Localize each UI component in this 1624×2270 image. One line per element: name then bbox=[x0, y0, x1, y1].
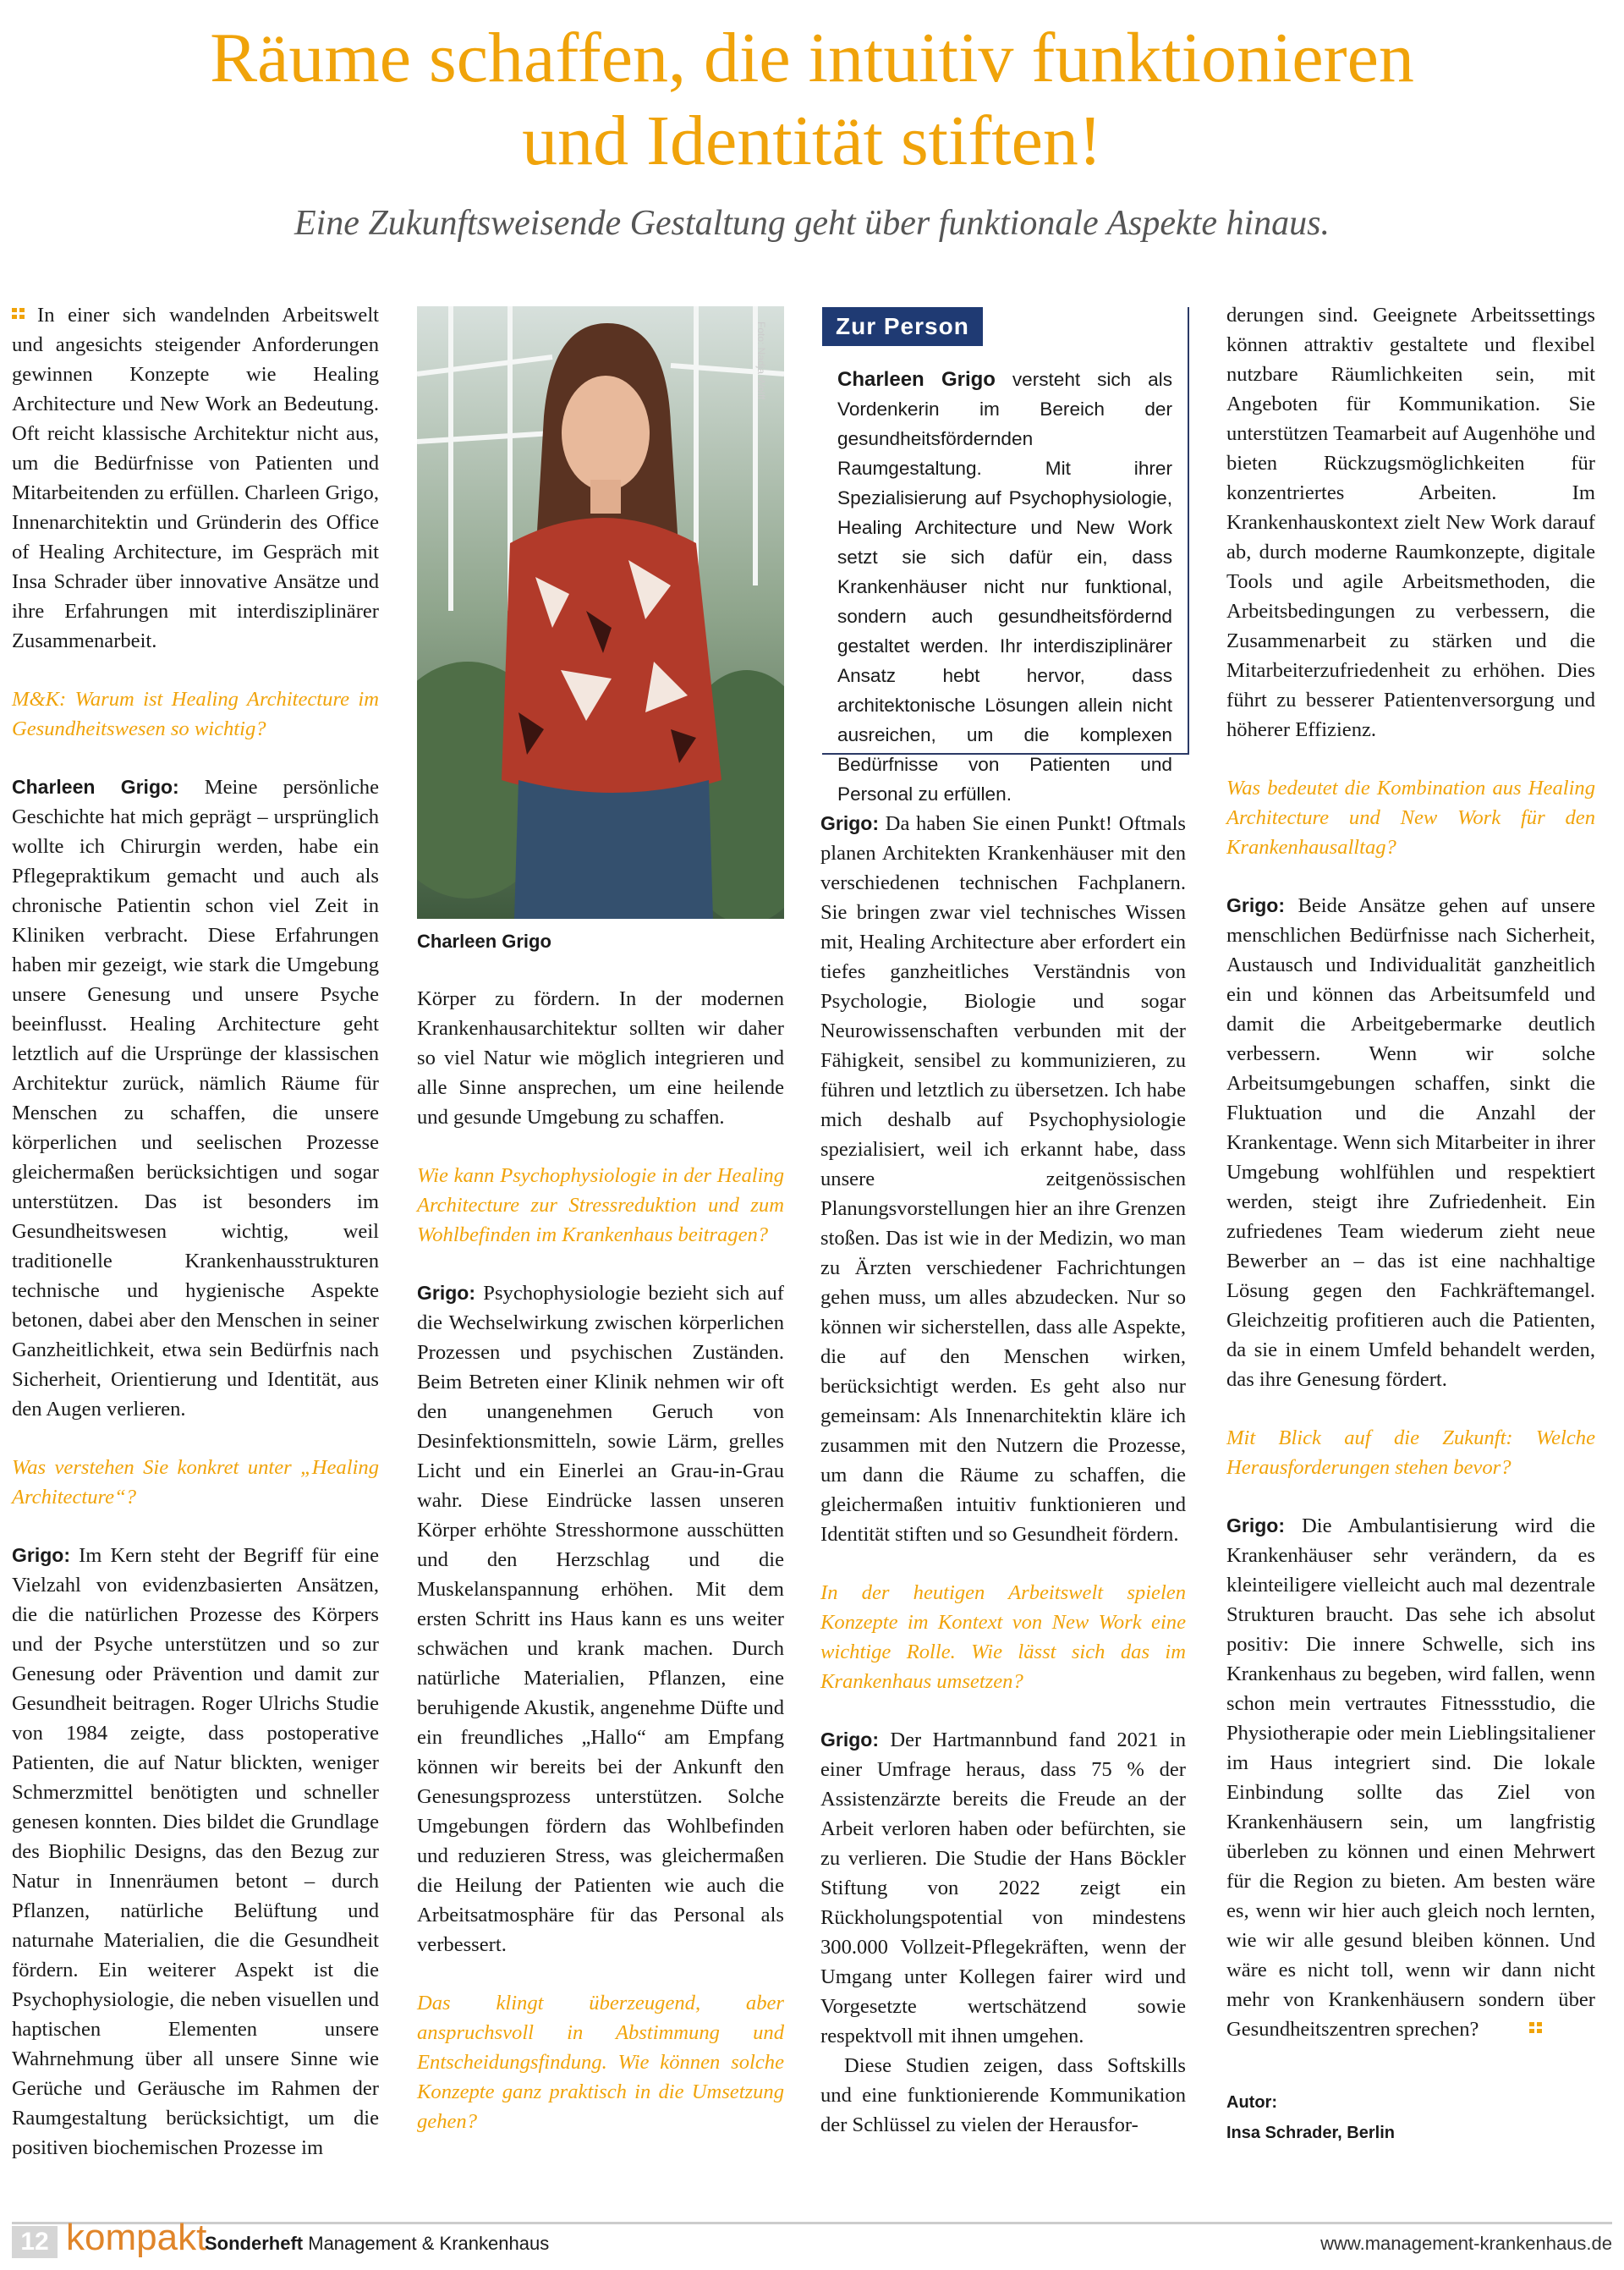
answer-6: Grigo: Beide Ansätze gehen auf unsere menschlichen Bedürfnisse nach Sicherheit, Austausch und Individualität ganzheitlich ein und können das Arbeitsumfeld und damit die Arbeitgebermarke deutlich verbessern. Wenn wir solche Arbeitsumgebungen schaffen, sinkt die Fluktuation und die Anzahl der Krankentage. Wenn sich Mitarbeiter in ihrer Umgebung wohlfühlen und respektiert werden, steigt ihre Zufriedenheit. Ein zufriedenes Team wiederum zieht neue Bewerber an – das ist eine nachhaltige Lösung gegen den Fachkräftemangel. Gleichzeitig profitieren auch die Patienten, da sie in einem Umfeld behandelt werden, das ihre Genesung fördert. bbox=[1226, 894, 1595, 1391]
question-2: Was verstehen Sie konkret unter „Healing Architecture“? bbox=[12, 1456, 379, 1509]
column-1 bbox=[12, 300, 379, 2163]
section-marker-icon bbox=[12, 308, 27, 320]
photo-caption: Charleen Grigo bbox=[417, 931, 551, 952]
answer-5: Grigo: Der Hartmannbund fand 2021 in einer Umfrage heraus, dass 75 % der Assistenzärzte bereits die Freude an der Arbeit verloren haben oder befürchten, sie zu verlieren. Die Studie der Hans Böckler Stiftung von 2022 zeigt ein Rückholungspotential von mindestens 300.000 Vollzeit-Pflegekräften, wenn der Umgang unter Kollegen fairer wird und Vorgesetzte wertschätzend sowie respektvoll mit ihnen umgehen. bbox=[820, 1729, 1186, 2047]
portrait-photo bbox=[417, 306, 784, 919]
profile-box-text: Charleen Grigo versteht sich als Vordenkerin im Bereich der gesundheitsfördernden Raumgestaltung. Mit ihrer Spezialisierung auf Psychophysiologie, Healing Architecture und New Work setzt sie sich dafür ein, dass Krankenhäuser nicht nur funktional, sondern auch gesundheitsfördernd gestaltet werden. Ihr interdisziplinärer Ansatz hebt hervor, dass architektonische Lösungen allein nicht ausreichen, um die komplexen Bedürfnisse von Patienten und Personal zu erfüllen. bbox=[837, 368, 1172, 805]
end-marker-icon bbox=[1529, 2022, 1544, 2034]
author-name: Insa Schrader, Berlin bbox=[1226, 2124, 1395, 2142]
intro-paragraph: In einer sich wandelnden Arbeitswelt und angesichts steigender Anforderungen gewinnen Konzepte wie Healing Architecture und New Work an Bedeutung. Oft reicht klassische Architektur nicht aus, um die Bedürfnisse von Patienten und Mitarbeitenden zu erfüllen. Charleen Grigo, Innenarchitektin und Gründerin des Office of Healing Architecture, im Gespräch mit Insa Schrader über innovative Ansätze und ihre Erfahrungen mit interdisziplinärer Zusammenarbeit. bbox=[12, 304, 379, 652]
author-label: Autor: bbox=[1226, 2093, 1277, 2112]
speaker-label: Grigo: bbox=[1226, 894, 1285, 916]
speaker-label: Grigo: bbox=[820, 812, 879, 834]
answer-4: Grigo: Da haben Sie einen Punkt! Oftmals planen Architekten Krankenhäuser mit den verschiedenen technischen Fachplanern. Sie bringen zwar viel technisches Wissen mit, Healing Architecture aber erfordert ein tiefes ganzheitliches Verständnis von Psychologie, Biologie und sogar Neurowissenschaften verbunden mit der Fähigkeit, sensibel zu kommunizieren, zu führen und letztlich zu übersetzen. Ich habe mich deshalb auf Psychophysiologie spezialisiert, weil ich erkannt habe, dass unsere zeitgenössischen Planungsvorstellungen hier an ihre Grenzen stoßen. Das ist wie in der Medizin, wo man zu Ärzten verschiedener Fachrichtungen gehen muss, um alles abzudecken. Nur so können wir sicherstellen, dass alle Aspekte, die auf den Menschen wirken, berücksichtigt werden. Es geht also nur gemeinsam: Als Innenarchitektin kläre ich zusammen mit den Nutzern die Prozesse, um dann die Räume zu schaffen, die gleichermaßen intuitiv funktionieren und Identität stiften und so Gesundheit fördern. bbox=[820, 812, 1186, 1546]
speaker-label: Grigo: bbox=[1226, 1514, 1285, 1536]
question-7: Mit Blick auf die Zukunft: Welche Herausforderungen stehen bevor? bbox=[1226, 1426, 1595, 1479]
website-link[interactable]: www.management-krankenhaus.de bbox=[1320, 2233, 1612, 2254]
answer-2-continued: Körper zu fördern. In der modernen Krankenhausarchitektur sollten wir daher so viel Natur wie möglich integrieren und alle Sinne ansprechen, um eine heilende und gesunde Umgebung zu schaffen. bbox=[417, 987, 784, 1129]
profile-box-heading: Zur Person bbox=[822, 307, 983, 346]
article-title bbox=[0, 17, 1624, 183]
question-3: Wie kann Psychophysiologie in der Healing Architecture zur Stressreduktion und zum Wohlbefinden im Krankenhaus beitragen? bbox=[417, 1164, 784, 1246]
issue-name: Sonderheft Management & Krankenhaus bbox=[205, 2233, 550, 2254]
brand-logo: kompakt bbox=[66, 2217, 207, 2258]
column-2 bbox=[417, 984, 784, 2136]
question-5: In der heutigen Arbeitswelt spielen Konzepte im Kontext von New Work eine wichtige Rolle. Wie lässt sich das im Krankenhaus umsetzen? bbox=[820, 1581, 1186, 1693]
answer-2: Grigo: Im Kern steht der Begriff für eine Vielzahl von evidenzbasierten Ansätzen, die die natürlichen Prozesse des Körpers und der Psyche unterstützen und so zur Genesung oder Prävention und damit zur Gesundheit beitragen. Roger Ulrichs Studie von 1984 zeigte, dass postoperative Patienten, die auf Natur blickten, weniger Schmerzmittel benötigten und schneller genesen konnten. Dies bildet die Grundlage des Biophilic Designs, das den Bezug zur Natur in Innenräumen betont – durch Pflanzen, natürliche Belüftung und naturnahe Materialien, die die Gesundheit fördern. Ein weiterer Aspekt ist die Psychophysiologie, die neben visuellen und haptischen Elementen unsere Wahrnehmung über all unsere Sinne wie Gerüche und Geräusche im Rahmen der Raumgestaltung berücksichtigt, um die positiven biochemischen Prozesse im bbox=[12, 1544, 379, 2159]
page-footer bbox=[12, 2217, 1612, 2262]
answer-3: Grigo: Psychophysiologie bezieht sich auf die Wechselwirkung zwischen körperlichen Prozessen und psychischen Zuständen. Beim Betreten einer Klinik nehmen wir oft den unangenehmen Geruch von Desinfektionsmitteln, sowie Lärm, grelles Licht und ein Einerlei an Grau-in-Grau wahr. Diese Eindrücke lassen unseren Körper erhöhte Stresshormone ausschütten und den Herzschlag und die Muskelanspannung erhöhen. Mit dem ersten Schritt ins Haus kann es uns weiter schwächen und krank machen. Durch natürliche Materialien, Pflanzen, eine beruhigende Akustik, angenehme Düfte und ein freundliches „Hallo“ am Empfang können wir bereits bei der Ankunft den Genesungsprozess unterstützen. Solche Umgebungen fördern das Wohlbefinden und reduzieren Stress, was gleichermaßen die Heilung der Patienten wie auch die Arbeitsatmosphäre für das Personal als verbessert. bbox=[417, 1282, 784, 1956]
speaker-label: Grigo: bbox=[820, 1729, 879, 1751]
answer-1: Charleen Grigo: Meine persönliche Geschichte hat mich geprägt – ursprünglich wollte ich Chirurgin werden, habe ein Pflegepraktikum gemacht und auch als chronische Patientin schon viel Zeit in Kliniken verbracht. Diese Erfahrungen haben mir gezeigt, wie stark die Umgebung unsere Genesung und unsere Psyche beeinflusst. Healing Architecture geht letztlich auf die Ursprünge der klassischen Architektur zurück, nämlich Räume für Menschen zu schaffen, die unsere körperlichen und seelischen Prozesse gleichermaßen berücksichtigen und sogar unterstützen. Das ist besonders im Gesundheitswesen wichtig, weil traditionelle Krankenhausstrukturen technische und hygienische Aspekte betonen, dabei aber den Menschen in seiner Ganzheitlichkeit, etwa sein Bedürfnis nach Sicherheit, Orientierung und Identität, aus den Augen verlieren. bbox=[12, 776, 379, 1421]
column-4 bbox=[1226, 300, 1595, 2044]
page-number: 12 bbox=[12, 2226, 58, 2258]
speaker-label: Grigo: bbox=[417, 1282, 475, 1304]
answer-7: Grigo: Die Ambulantisierung wird die Krankenhäuser sehr verändern, da es kleinteiligere vielleicht auch mal dezentrale Strukturen braucht. Das sehe ich absolut positiv: Die innere Schwelle, sich ins Krankenhaus zu begeben, wird fallen, wenn schon mein vertrautes Fitnessstudio, die Physiotherapie oder mein Lieblingsitaliener im Haus integriert sind. Die lokale Einbindung sollte das Ziel von Krankenhäusern sein, um langfristig überleben zu können und einen Mehrwert für die Region zu bieten. Am besten wäre es, wenn wir hier auch gleich noch lernten, wie wir alle gesund bleiben können. Und wäre es nicht toll, wenn wir dann nicht mehr von Krankenhäusern sondern über Gesundheitszentren sprechen? bbox=[1226, 1514, 1595, 2041]
answer-5-continued: derungen sind. Geeignete Arbeitssettings können attraktiv gestaltete und flexibel nutzbare Räumlichkeiten sein, mit Angeboten für Kommunikation. Sie unterstützen Teamarbeit auf Augenhöhe und bieten Rückzugsmöglichkeiten für konzentriertes Arbeiten. Im Krankenhauskontext zielt New Work darauf ab, durch moderne Raumkonzepte, digitale Tools und agile Arbeitsmethoden, die Arbeitsbedingungen zu verbessern, die Zusammenarbeit zu stärken und die Mitarbeiterzufriedenheit zu erhöhen. Dies führt zu besserer Patientenversorgung und höherer Effizienz. bbox=[1226, 304, 1595, 741]
photo-credit: Foto: Nadja Wolff bbox=[755, 322, 767, 400]
question-4: Das klingt überzeugend, aber anspruchsvoll in Abstimmung und Entscheidungsfindung. Wie können solche Konzepte ganz praktisch in die Umsetzung gehen? bbox=[417, 1992, 784, 2133]
answer-5-paragraph-2: Diese Studien zeigen, dass Softskills und eine funktionierende Kommunikation der Schlüssel zu vielen der Herausfor- bbox=[820, 2054, 1186, 2136]
profile-name: Charleen Grigo bbox=[837, 368, 996, 391]
title-line-1: Räume schaffen, die intuitiv funktionieren bbox=[210, 19, 1414, 97]
question-6: Was bedeutet die Kombination aus Healing Architecture und New Work für den Krankenhausalltag? bbox=[1226, 777, 1595, 859]
question-1: M&K: Warum ist Healing Architecture im Gesundheitswesen so wichtig? bbox=[12, 688, 379, 740]
column-3 bbox=[820, 809, 1186, 2140]
profile-box bbox=[822, 307, 1189, 805]
article-subtitle: Eine Zukunftsweisende Gestaltung geht über funktionale Aspekte hinaus. bbox=[294, 204, 1330, 243]
title-line-2: und Identität stiften! bbox=[522, 102, 1102, 180]
speaker-label: Charleen Grigo: bbox=[12, 776, 179, 798]
speaker-label: Grigo: bbox=[12, 1544, 70, 1566]
